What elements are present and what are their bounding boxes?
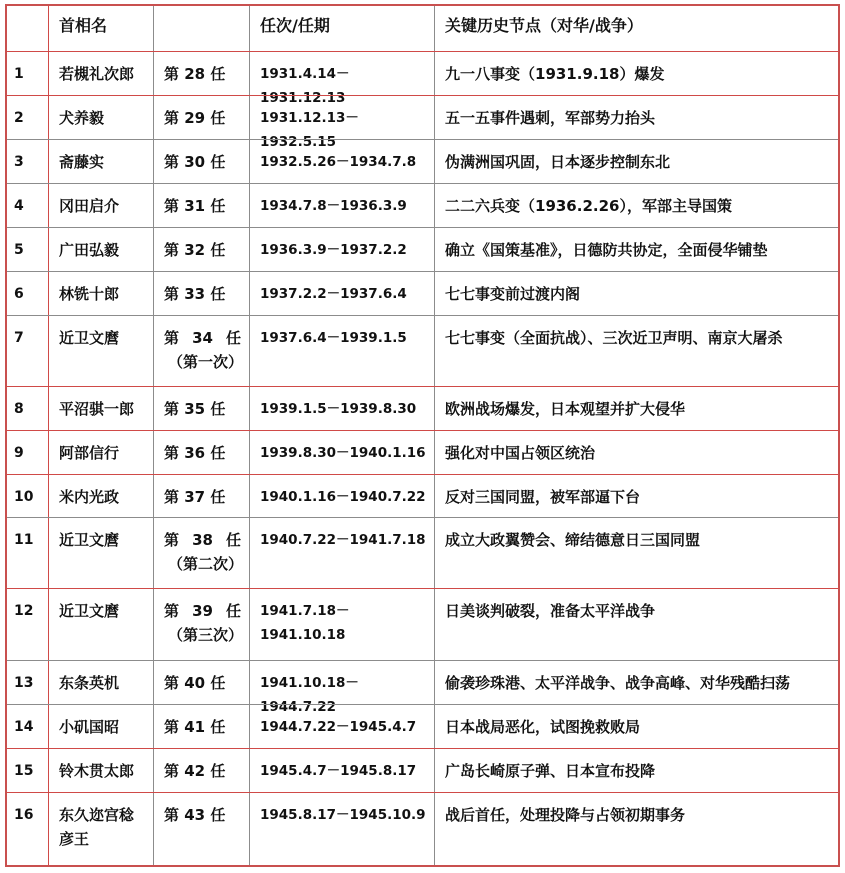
header-term — [153, 6, 249, 51]
table-row — [7, 315, 838, 386]
table-row — [7, 474, 838, 517]
row-index: 1 — [14, 66, 24, 82]
term-label: 第 35 任 — [164, 400, 226, 418]
term-period: 1940.1.16－1940.7.22 — [249, 475, 434, 517]
term-label: 第 31 任 — [164, 197, 226, 215]
row-index: 9 — [14, 445, 24, 461]
row-index: 15 — [14, 763, 34, 779]
term-label: 第 32 任 — [164, 241, 226, 259]
key-event: 五一五事件遇刺，军部势力抬头 — [434, 96, 838, 139]
table-row — [7, 227, 838, 271]
row-index: 13 — [14, 675, 34, 691]
term-number — [153, 518, 249, 588]
term-label: 第 43 任 — [164, 806, 226, 824]
term-period: 1940.7.22－1941.7.18 — [249, 518, 434, 588]
term-label: 第 38 任 — [164, 531, 241, 549]
term-sub-label: （第二次） — [167, 555, 243, 573]
term-period: 1931.12.13－1932.5.15 — [249, 96, 434, 139]
term-label: 第 39 任 — [164, 602, 241, 620]
term-period: 1931.4.14－1931.12.13 — [249, 52, 434, 95]
row-index: 3 — [14, 154, 24, 170]
term-sub-label: （第一次） — [167, 353, 243, 371]
row-index: 16 — [14, 807, 34, 823]
term-period: 1945.8.17－1945.10.9 — [249, 793, 434, 865]
key-event: 强化对中国占领区统治 — [434, 431, 838, 474]
row-index: 8 — [14, 401, 24, 417]
term-number — [153, 228, 249, 271]
key-event: 七七事变（全面抗战）、三次近卫声明、南京大屠杀 — [434, 316, 838, 386]
term-label: 第 29 任 — [164, 109, 226, 127]
table-row — [7, 430, 838, 474]
header-name: 首相名 — [48, 6, 153, 51]
term-number — [153, 52, 249, 95]
key-event: 七七事变前过渡内阁 — [434, 272, 838, 315]
header-index — [7, 6, 48, 51]
term-period: 1937.6.4－1939.1.5 — [249, 316, 434, 386]
term-label: 第 42 任 — [164, 762, 226, 780]
term-number — [153, 749, 249, 792]
row-index: 10 — [14, 489, 34, 505]
row-index: 12 — [14, 603, 34, 619]
key-event: 日美谈判破裂，准备太平洋战争 — [434, 589, 838, 660]
table-header-row — [7, 6, 838, 51]
term-number — [153, 272, 249, 315]
pm-name: 斋藤实 — [48, 140, 153, 183]
key-event: 战后首任，处理投降与占领初期事务 — [434, 793, 838, 865]
key-event: 伪满洲国巩固，日本逐步控制东北 — [434, 140, 838, 183]
term-number — [153, 661, 249, 704]
pm-name: 近卫文麿 — [48, 518, 153, 588]
term-period: 1941.7.18－1941.10.18 — [249, 589, 434, 660]
term-number — [153, 705, 249, 748]
table-row — [7, 183, 838, 227]
term-label: 第 41 任 — [164, 718, 226, 736]
pm-name: 米内光政 — [48, 475, 153, 517]
pm-name: 近卫文麿 — [48, 589, 153, 660]
pm-name: 铃木贯太郎 — [48, 749, 153, 792]
term-sub-label: （第三次） — [167, 626, 243, 644]
pm-name: 小矶国昭 — [48, 705, 153, 748]
header-period: 任次/任期 — [249, 6, 434, 51]
term-number — [153, 589, 249, 660]
pm-name: 犬养毅 — [48, 96, 153, 139]
term-period: 1944.7.22－1945.4.7 — [249, 705, 434, 748]
table-row — [7, 95, 838, 150]
table-row — [7, 704, 838, 748]
key-event: 日本战局恶化，试图挽救败局 — [434, 705, 838, 748]
term-label: 第 34 任 — [164, 329, 241, 347]
term-label: 第 33 任 — [164, 285, 226, 303]
row-index: 5 — [14, 242, 24, 258]
term-number — [153, 96, 249, 139]
term-label: 第 28 任 — [164, 65, 226, 83]
row-index: 7 — [14, 330, 24, 346]
pm-name: 冈田启介 — [48, 184, 153, 227]
table-row — [7, 139, 838, 183]
term-label: 第 30 任 — [164, 153, 226, 171]
term-period: 1941.10.18－1944.7.22 — [249, 661, 434, 704]
prime-ministers-table — [5, 4, 840, 867]
key-event: 确立《国策基准》，日德防共协定，全面侵华铺垫 — [434, 228, 838, 271]
table-row — [7, 660, 838, 715]
pm-name: 广田弘毅 — [48, 228, 153, 271]
pm-name: 平沼骐一郎 — [48, 387, 153, 430]
row-index: 4 — [14, 198, 24, 214]
key-event: 成立大政翼赞会、缔结德意日三国同盟 — [434, 518, 838, 588]
term-period: 1945.4.7－1945.8.17 — [249, 749, 434, 792]
term-label: 第 40 任 — [164, 674, 226, 692]
pm-name: 近卫文麿 — [48, 316, 153, 386]
term-number — [153, 316, 249, 386]
term-number — [153, 387, 249, 430]
table-row — [7, 51, 838, 106]
pm-name: 阿部信行 — [48, 431, 153, 474]
pm-name: 东久迩宫稔彦王 — [48, 793, 153, 865]
term-period: 1939.1.5－1939.8.30 — [249, 387, 434, 430]
term-period: 1934.7.8－1936.3.9 — [249, 184, 434, 227]
term-period: 1932.5.26－1934.7.8 — [249, 140, 434, 183]
row-index: 2 — [14, 110, 24, 126]
key-event: 欧洲战场爆发，日本观望并扩大侵华 — [434, 387, 838, 430]
term-number — [153, 184, 249, 227]
term-number — [153, 431, 249, 474]
header-event: 关键历史节点（对华/战争） — [434, 6, 838, 51]
table-row — [7, 588, 838, 660]
term-period: 1939.8.30－1940.1.16 — [249, 431, 434, 474]
table-row — [7, 517, 838, 588]
term-number — [153, 475, 249, 517]
term-period: 1936.3.9－1937.2.2 — [249, 228, 434, 271]
key-event: 二二六兵变（1936.2.26），军部主导国策 — [434, 184, 838, 227]
table-row — [7, 792, 838, 865]
row-index: 6 — [14, 286, 24, 302]
key-event: 广岛长崎原子弹、日本宣布投降 — [434, 749, 838, 792]
pm-name: 若槻礼次郎 — [48, 52, 153, 95]
key-event: 九一八事变（1931.9.18）爆发 — [434, 52, 838, 95]
pm-name: 东条英机 — [48, 661, 153, 704]
table-row — [7, 271, 838, 315]
table-row — [7, 386, 838, 430]
row-index: 14 — [14, 719, 34, 735]
pm-name: 林铣十郎 — [48, 272, 153, 315]
term-number — [153, 140, 249, 183]
row-index: 11 — [14, 532, 34, 548]
term-period: 1937.2.2－1937.6.4 — [249, 272, 434, 315]
term-label: 第 36 任 — [164, 444, 226, 462]
key-event: 偷袭珍珠港、太平洋战争、战争高峰、对华残酷扫荡 — [434, 661, 838, 704]
table-row — [7, 748, 838, 792]
term-label: 第 37 任 — [164, 488, 226, 506]
key-event: 反对三国同盟，被军部逼下台 — [434, 475, 838, 517]
term-number — [153, 793, 249, 865]
